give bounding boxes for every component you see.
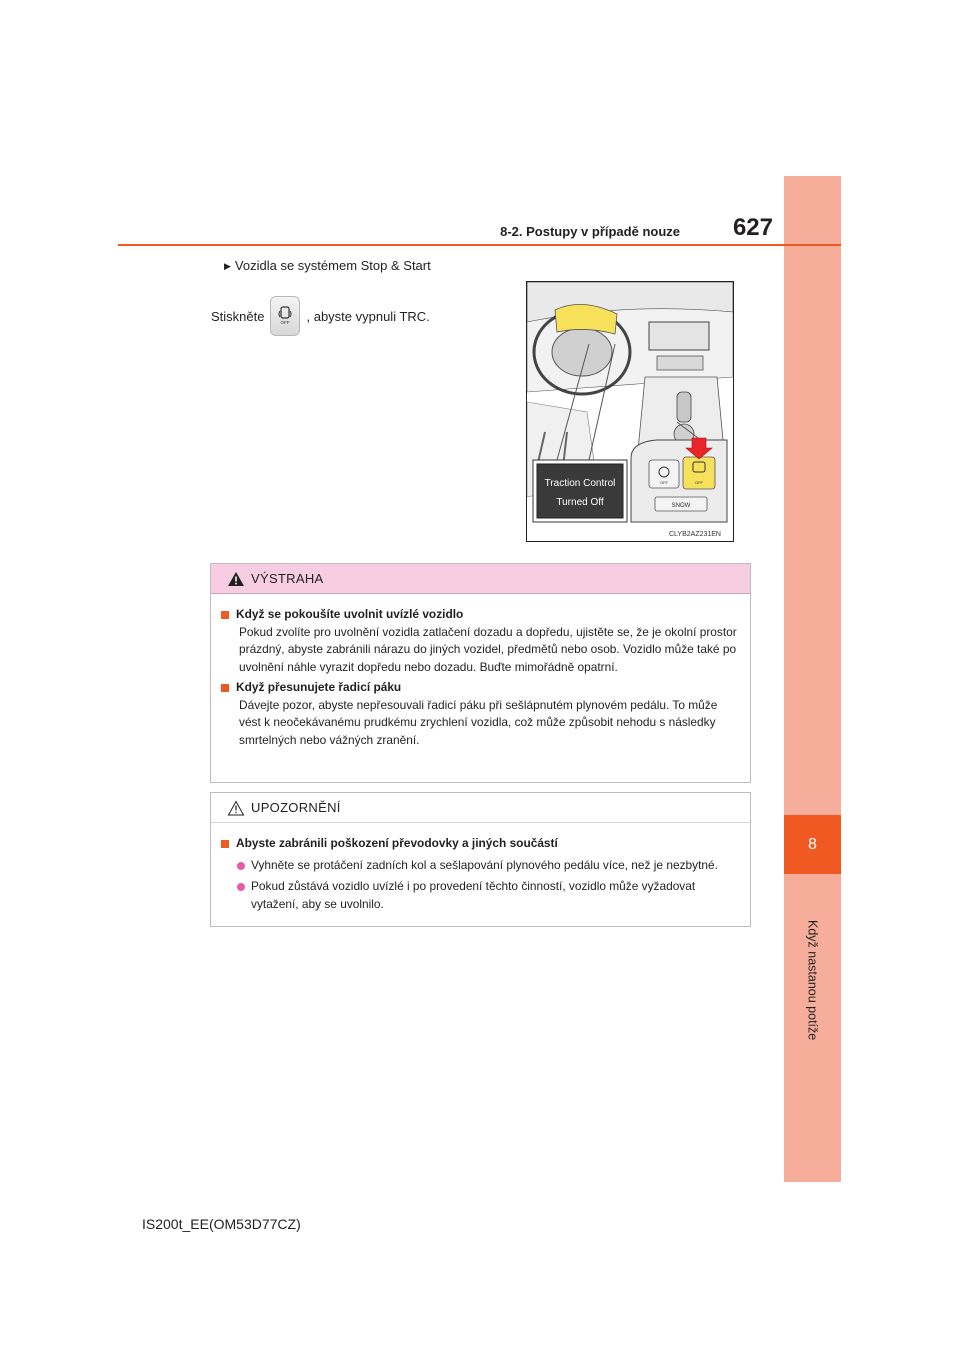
square-bullet-icon (221, 840, 229, 848)
vehicle-type-bullet (224, 258, 431, 273)
dashboard-illustration (526, 281, 734, 542)
chapter-title: Když nastanou potíže (805, 919, 820, 1041)
vehicle-type-label: Vozidla se systémem Stop & Start (234, 258, 431, 273)
illustration-code: CLYB2AZ231EN (668, 531, 722, 538)
instruction-before: Stiskněte (211, 308, 265, 324)
circle-bullet-icon (237, 862, 245, 870)
warning-item-heading (221, 606, 740, 624)
header-rule (118, 244, 841, 246)
instruction-line (211, 296, 430, 336)
warning-title: VÝSTRAHA (251, 571, 324, 586)
snow-switch-label: SNOW (671, 503, 691, 509)
warning-heading-1: Když se pokoušíte uvolnit uvízlé vozidlo (236, 607, 464, 621)
caution-body (211, 823, 750, 913)
warning-header (211, 564, 750, 594)
caution-item-heading (221, 835, 740, 853)
button-off-text: OFF (280, 320, 290, 325)
display-line2: Turned Off (556, 497, 604, 508)
chapter-title-tab (775, 919, 850, 1041)
warning-text-1: Pokud zvolíte pro uvolnění vozidla zatlačení dozadu a dopředu, ujistěte se, že je okolní prostor prázdný, abyste zabránili nárazu do jiných vozidel, předmětů nebo osob. Vozidlo může také po uvolnění náhle vyrazit dopředu nebo dozadu. Buďte mimořádně opatrní. (239, 624, 737, 674)
square-bullet-icon (221, 611, 229, 619)
caution-triangle-icon (227, 800, 245, 816)
page-number: 627 (732, 214, 773, 241)
warning-text-2: Dávejte pozor, abyste nepřesouvali řadicí páku při sešlápnutém plynovém pedálu. To může vést k neočekávanému prudkému zrychlení vozidla, což může způsobit nehodu s následky smrtelných nebo vážných zranění. (239, 697, 718, 747)
warning-heading-2: Když přesunujete řadicí páku (236, 680, 402, 694)
warning-item-heading (221, 679, 740, 697)
caution-bullet-text-2: Pokud zůstává vozidlo uvízlé i po provedení těchto činností, vozidlo může vyžadovat vytažení, aby se uvolnilo. (251, 879, 696, 911)
warning-triangle-icon (227, 571, 245, 587)
square-bullet-icon (221, 684, 229, 692)
chapter-number-tab: 8 (784, 815, 841, 874)
header-section-title: 8-2. Postupy v případě nouze (500, 224, 680, 239)
circle-bullet-icon (237, 883, 245, 891)
instruction-after: , abyste vypnuli TRC. (306, 308, 430, 324)
illus-off-label-a: OFF (660, 480, 668, 485)
footer-manual-code: IS200t_EE(OM53D77CZ) (142, 1216, 301, 1232)
warning-box (210, 563, 751, 783)
caution-bullet-2 (237, 878, 740, 913)
triangle-bullet-icon: ▶ (224, 261, 231, 271)
caution-heading: Abyste zabránili poškození převodovky a jiných součástí (236, 836, 558, 850)
caution-bullet-1 (237, 857, 740, 875)
caution-bullet-text-1: Vyhněte se protáčení zadních kol a sešlapování plynového pedálu více, než je nezbytné. (251, 857, 718, 872)
caution-box (210, 792, 751, 927)
vsc-off-button-icon (270, 296, 300, 336)
illus-off-label-b: OFF (695, 480, 703, 485)
caution-title: UPOZORNĚNÍ (251, 800, 341, 815)
caution-header (211, 793, 750, 823)
display-line1: Traction Control (544, 478, 616, 489)
warning-body (211, 594, 750, 749)
